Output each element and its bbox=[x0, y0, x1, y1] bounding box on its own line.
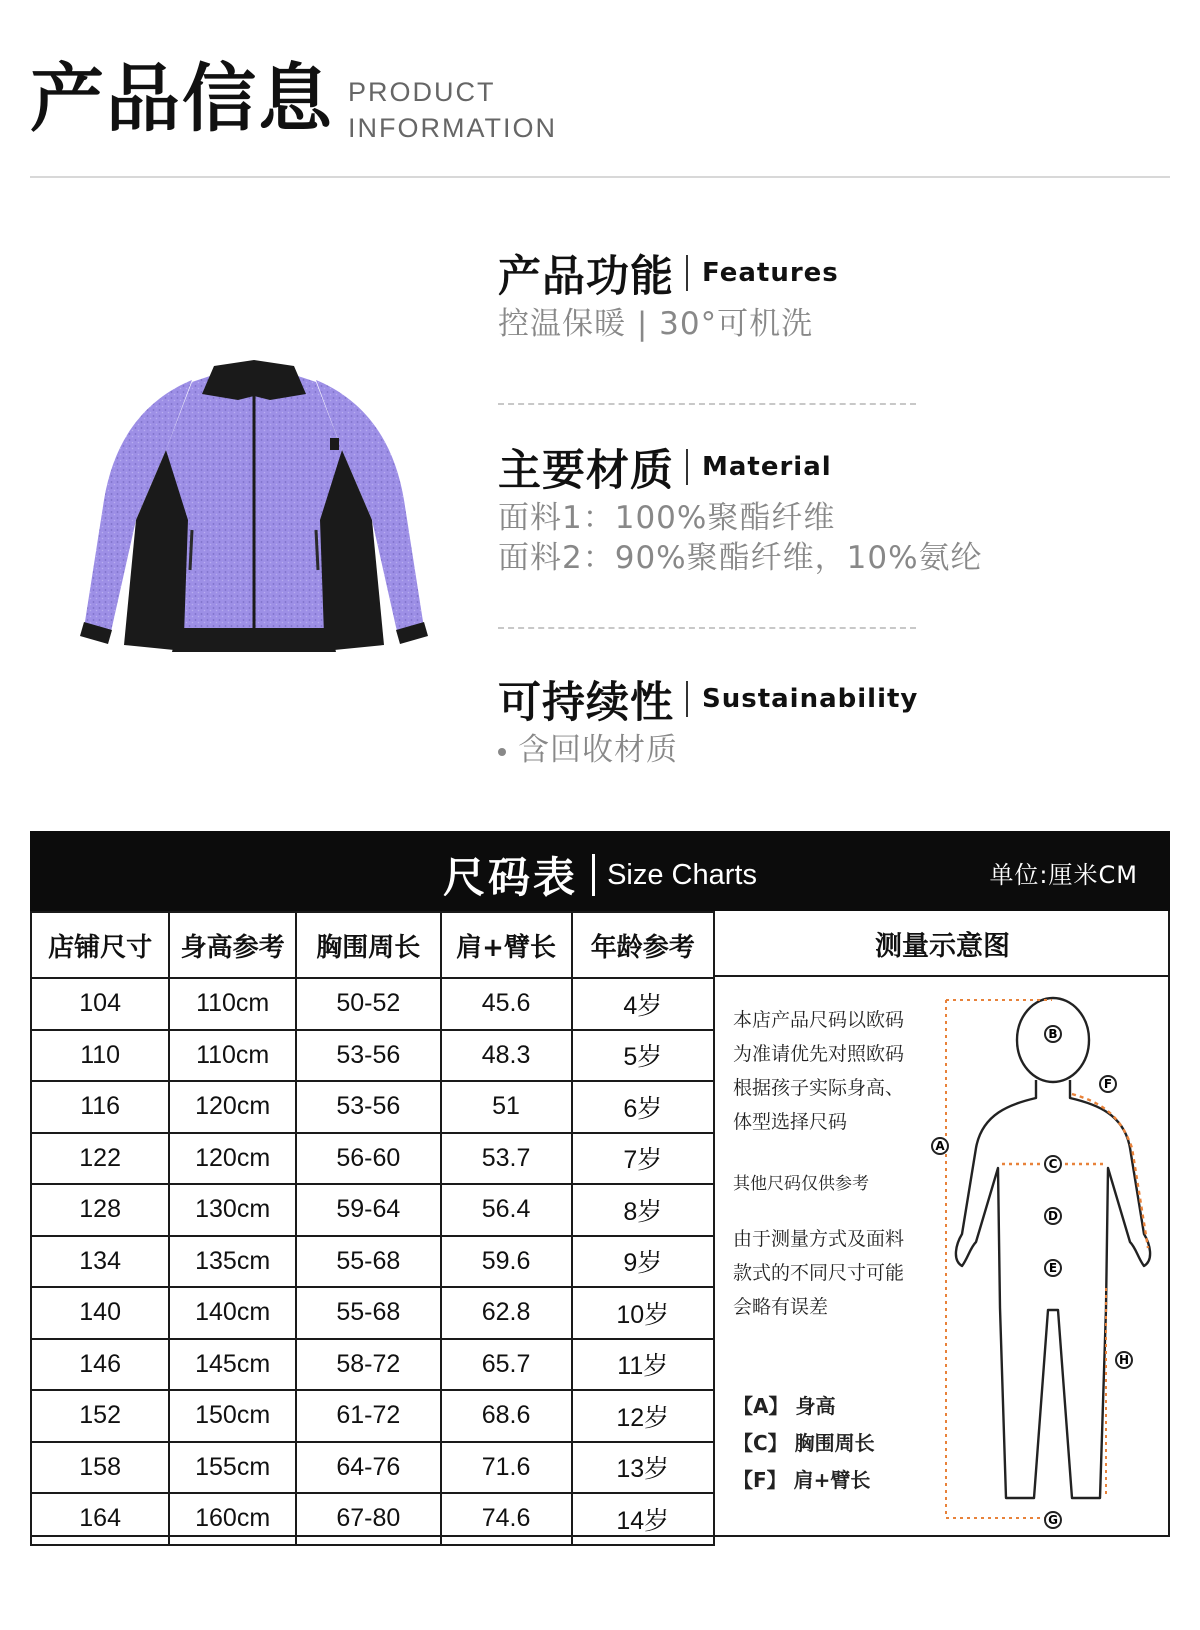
note-line: 由于测量方式及面料 bbox=[733, 1228, 905, 1250]
cell-shoulder-arm: 51 bbox=[441, 1081, 572, 1133]
cell-size: 104 bbox=[31, 978, 169, 1030]
sustainability-section bbox=[498, 672, 1098, 770]
marker-h-label: H bbox=[1118, 1353, 1130, 1367]
cell-shoulder-arm: 65.7 bbox=[441, 1339, 572, 1391]
sustainability-title-en: Sustainability bbox=[702, 684, 919, 714]
cell-size: 116 bbox=[31, 1081, 169, 1133]
cell-chest: 61-72 bbox=[296, 1390, 441, 1442]
cell-age: 10岁 bbox=[572, 1287, 714, 1339]
cell-size: 110 bbox=[31, 1030, 169, 1082]
table-row bbox=[31, 1030, 714, 1082]
cell-chest: 50-52 bbox=[296, 978, 441, 1030]
title-en-line2: INFORMATION bbox=[348, 113, 557, 143]
note-line: 本店产品尺码以欧码 bbox=[733, 1009, 905, 1031]
cell-height: 120cm bbox=[169, 1133, 296, 1185]
col-header-age: 年龄参考 bbox=[572, 912, 714, 978]
cell-height: 160cm bbox=[169, 1493, 296, 1545]
size-table bbox=[30, 911, 715, 1546]
features-text: 控温保暖 | 30°可机洗 bbox=[498, 306, 814, 342]
table-row bbox=[31, 1339, 714, 1391]
title-separator bbox=[686, 255, 688, 291]
marker-f-label: F bbox=[1103, 1077, 1113, 1091]
material-line-2: 面料2：90%聚酯纤维，10%氨纶 bbox=[498, 540, 983, 576]
legend-item: 【C】 胸围周长 bbox=[733, 1431, 875, 1455]
sustainability-title: 可持续性 bbox=[498, 677, 674, 728]
material-section bbox=[498, 440, 1098, 578]
jacket-image bbox=[74, 360, 434, 670]
title-separator bbox=[686, 681, 688, 717]
marker-e bbox=[1045, 1260, 1061, 1276]
cell-age: 7岁 bbox=[572, 1133, 714, 1185]
table-row bbox=[31, 1133, 714, 1185]
title-en-line1: PRODUCT bbox=[348, 77, 496, 107]
cell-chest: 56-60 bbox=[296, 1133, 441, 1185]
material-title: 主要材质 bbox=[498, 445, 674, 496]
material-title-en: Material bbox=[702, 452, 832, 482]
cell-chest: 53-56 bbox=[296, 1081, 441, 1133]
size-chart-title: 尺码表 bbox=[443, 853, 579, 902]
cell-chest: 53-56 bbox=[296, 1030, 441, 1082]
measure-title: 测量示意图 bbox=[715, 911, 1170, 977]
marker-d-label: D bbox=[1048, 1209, 1058, 1223]
cell-chest: 55-68 bbox=[296, 1287, 441, 1339]
measure-legend bbox=[733, 1388, 943, 1499]
cell-height: 140cm bbox=[169, 1287, 296, 1339]
col-header-chest: 胸围周长 bbox=[296, 912, 441, 978]
cell-size: 134 bbox=[31, 1236, 169, 1288]
col-header-height: 身高参考 bbox=[169, 912, 296, 978]
cell-chest: 59-64 bbox=[296, 1184, 441, 1236]
features-title-en: Features bbox=[702, 258, 839, 288]
sustainability-item: 含回收材质 bbox=[518, 732, 678, 768]
cell-height: 110cm bbox=[169, 1030, 296, 1082]
table-row bbox=[31, 978, 714, 1030]
marker-h bbox=[1116, 1352, 1132, 1368]
cell-age: 8岁 bbox=[572, 1184, 714, 1236]
table-row bbox=[31, 1184, 714, 1236]
cell-height: 130cm bbox=[169, 1184, 296, 1236]
cell-age: 11岁 bbox=[572, 1339, 714, 1391]
body-measure-diagram bbox=[935, 998, 1166, 1534]
cell-height: 155cm bbox=[169, 1442, 296, 1494]
cell-age: 13岁 bbox=[572, 1442, 714, 1494]
marker-a bbox=[932, 1138, 948, 1154]
size-chart-title-en: Size Charts bbox=[607, 858, 757, 891]
cell-shoulder-arm: 48.3 bbox=[441, 1030, 572, 1082]
marker-e-label: E bbox=[1048, 1261, 1058, 1275]
features-section bbox=[498, 246, 1098, 344]
cell-shoulder-arm: 59.6 bbox=[441, 1236, 572, 1288]
size-chart-header bbox=[30, 831, 1170, 911]
cell-size: 158 bbox=[31, 1442, 169, 1494]
cell-size: 140 bbox=[31, 1287, 169, 1339]
table-row bbox=[31, 1442, 714, 1494]
page-title: 产品信息 bbox=[30, 56, 334, 142]
marker-f bbox=[1100, 1076, 1116, 1092]
col-header-size: 店铺尺寸 bbox=[31, 912, 169, 978]
marker-c bbox=[1045, 1156, 1061, 1172]
note-line: 为准请优先对照欧码 bbox=[733, 1043, 905, 1065]
note-line: 根据孩子实际身高、 bbox=[733, 1077, 905, 1099]
cell-age: 9岁 bbox=[572, 1236, 714, 1288]
marker-d bbox=[1045, 1208, 1061, 1224]
cell-shoulder-arm: 45.6 bbox=[441, 978, 572, 1030]
cell-height: 135cm bbox=[169, 1236, 296, 1288]
cell-chest: 55-68 bbox=[296, 1236, 441, 1288]
title-separator bbox=[686, 449, 688, 485]
cell-shoulder-arm: 71.6 bbox=[441, 1442, 572, 1494]
table-row bbox=[31, 1287, 714, 1339]
unit-label: 单位:厘米CM bbox=[989, 861, 1138, 889]
size-note-1 bbox=[733, 1003, 943, 1139]
cell-chest: 67-80 bbox=[296, 1493, 441, 1545]
marker-g-label: G bbox=[1048, 1513, 1058, 1527]
table-header-row bbox=[31, 912, 714, 978]
note-line: 其他尺码仅供参考 bbox=[733, 1174, 869, 1194]
marker-g bbox=[1045, 1512, 1061, 1528]
marker-c-label: C bbox=[1048, 1157, 1058, 1171]
table-row bbox=[31, 1493, 714, 1545]
cell-height: 120cm bbox=[169, 1081, 296, 1133]
cell-shoulder-arm: 62.8 bbox=[441, 1287, 572, 1339]
header-divider bbox=[30, 176, 1170, 178]
features-title: 产品功能 bbox=[498, 251, 674, 302]
title-separator bbox=[592, 854, 595, 896]
cell-size: 152 bbox=[31, 1390, 169, 1442]
dashed-divider bbox=[498, 627, 916, 629]
page-title-en bbox=[348, 74, 557, 146]
cell-size: 122 bbox=[31, 1133, 169, 1185]
size-note-3 bbox=[733, 1222, 943, 1324]
marker-b-label: B bbox=[1048, 1027, 1058, 1041]
cell-shoulder-arm: 68.6 bbox=[441, 1390, 572, 1442]
cell-chest: 64-76 bbox=[296, 1442, 441, 1494]
table-row bbox=[31, 1236, 714, 1288]
table-row bbox=[31, 1390, 714, 1442]
marker-b bbox=[1045, 1026, 1061, 1042]
cell-shoulder-arm: 56.4 bbox=[441, 1184, 572, 1236]
cell-age: 14岁 bbox=[572, 1493, 714, 1545]
table-row bbox=[31, 1081, 714, 1133]
bullet-icon bbox=[498, 748, 506, 756]
cell-shoulder-arm: 53.7 bbox=[441, 1133, 572, 1185]
cell-age: 6岁 bbox=[572, 1081, 714, 1133]
cell-shoulder-arm: 74.6 bbox=[441, 1493, 572, 1545]
cell-size: 146 bbox=[31, 1339, 169, 1391]
cell-size: 164 bbox=[31, 1493, 169, 1545]
cell-size: 128 bbox=[31, 1184, 169, 1236]
note-line: 会略有误差 bbox=[733, 1296, 829, 1318]
cell-age: 4岁 bbox=[572, 978, 714, 1030]
cell-height: 150cm bbox=[169, 1390, 296, 1442]
note-line: 体型选择尺码 bbox=[733, 1111, 848, 1133]
cell-chest: 58-72 bbox=[296, 1339, 441, 1391]
cell-age: 5岁 bbox=[572, 1030, 714, 1082]
legend-item: 【F】 肩+臂长 bbox=[733, 1468, 871, 1492]
col-header-shoulder-arm: 肩+臂长 bbox=[441, 912, 572, 978]
note-line: 款式的不同尺寸可能 bbox=[733, 1262, 905, 1284]
legend-item: 【A】 身高 bbox=[733, 1394, 836, 1418]
cell-age: 12岁 bbox=[572, 1390, 714, 1442]
marker-a-label: A bbox=[935, 1139, 945, 1153]
size-note-2 bbox=[733, 1167, 943, 1201]
cell-height: 110cm bbox=[169, 978, 296, 1030]
material-line-1: 面料1：100%聚酯纤维 bbox=[498, 500, 836, 536]
cell-height: 145cm bbox=[169, 1339, 296, 1391]
body-outline bbox=[956, 998, 1150, 1498]
dashed-divider bbox=[498, 403, 916, 405]
